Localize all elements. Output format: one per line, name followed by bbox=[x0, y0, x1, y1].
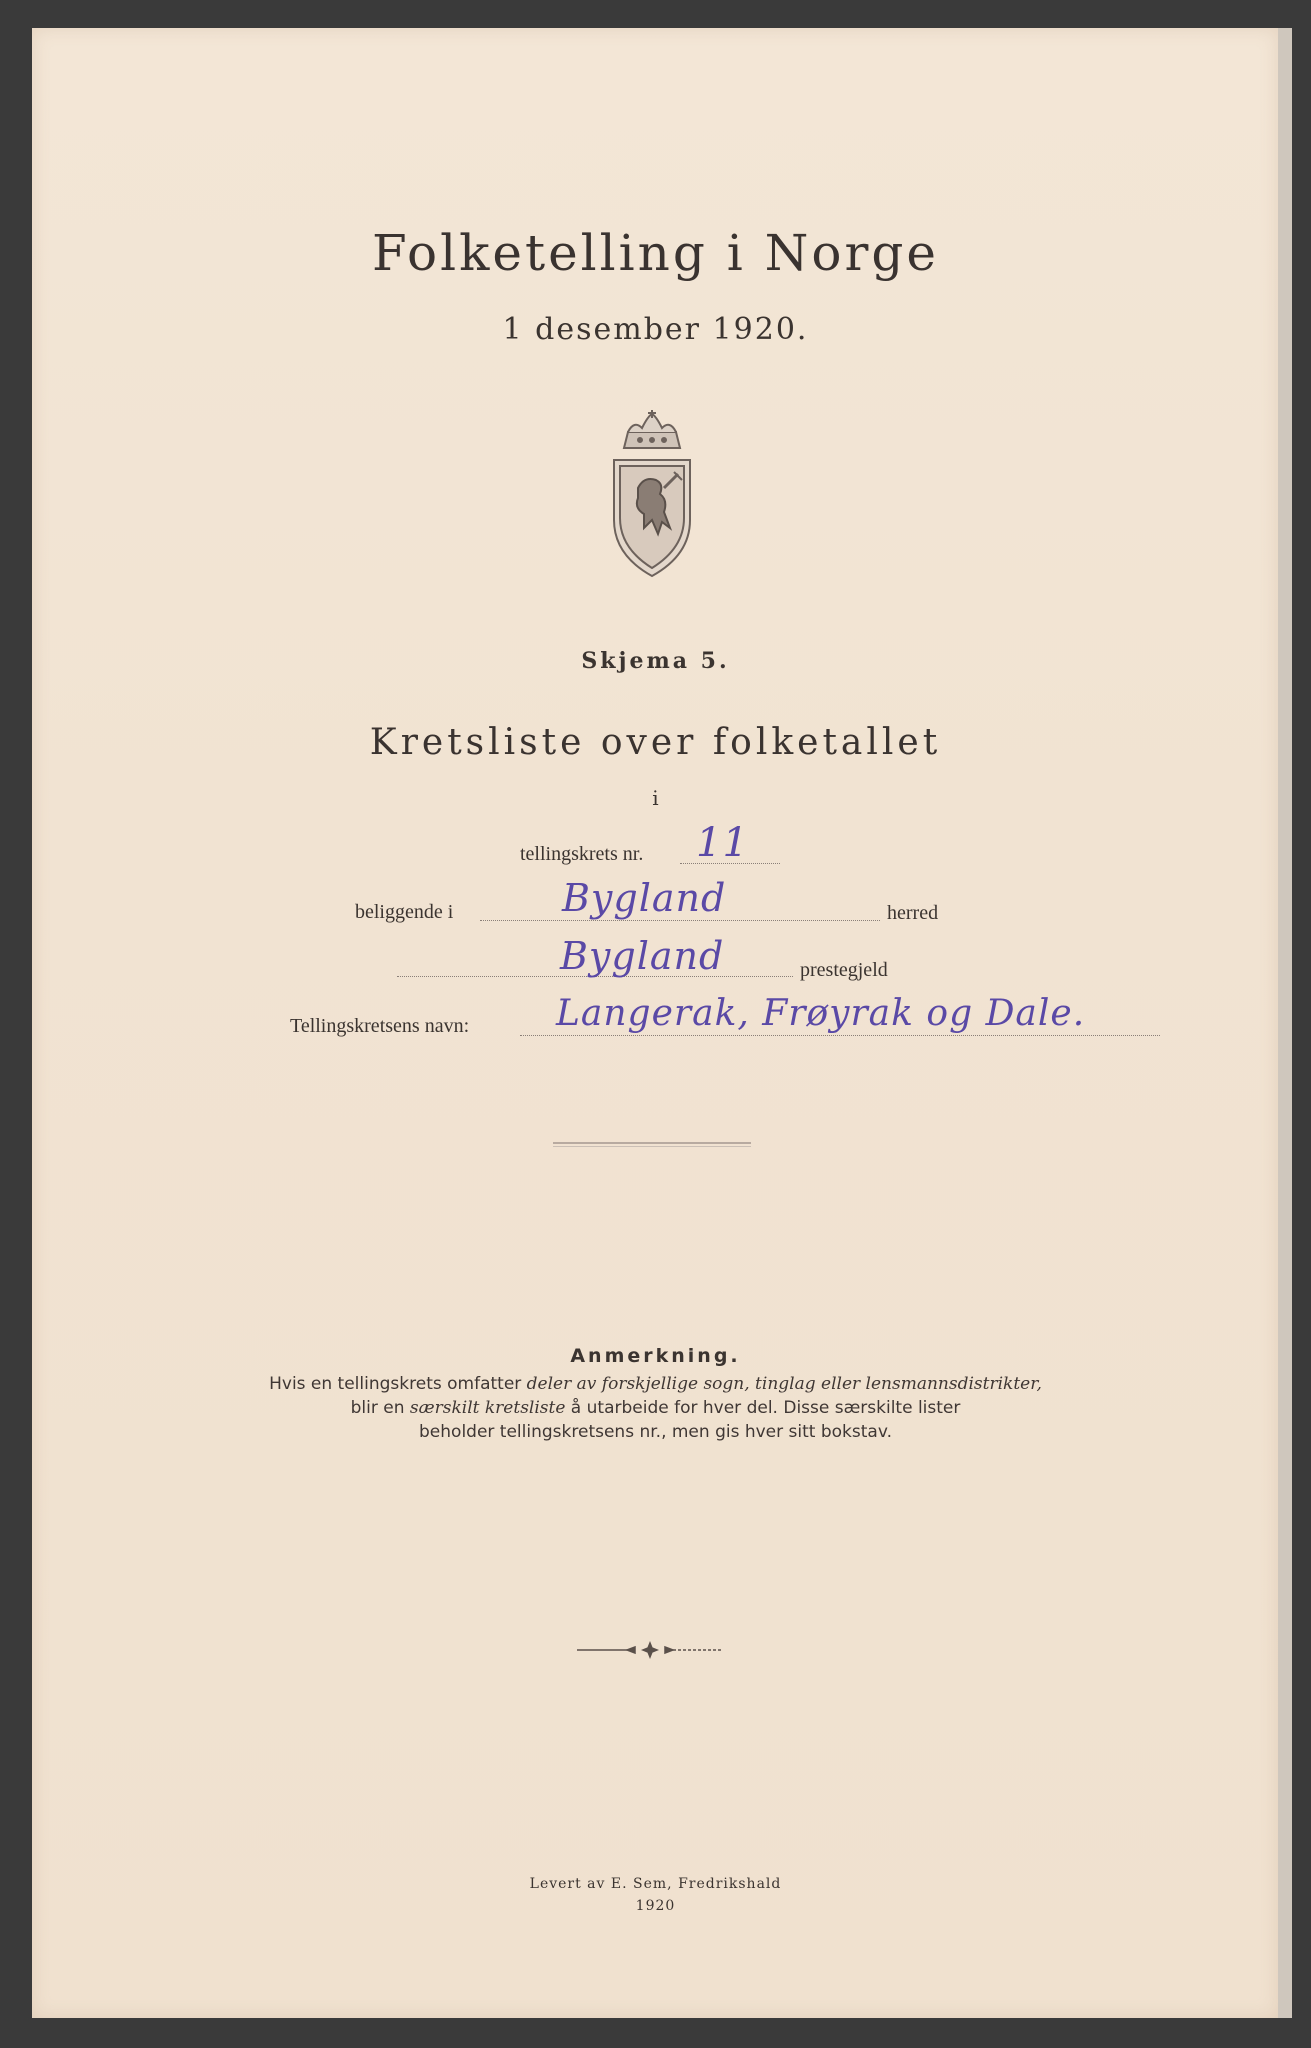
note-line-2-plain-b: å utarbeide for hver del. Disse særskilte lister bbox=[565, 1398, 961, 1418]
krets-label: tellingskrets nr. bbox=[520, 843, 644, 865]
navn-dotline bbox=[520, 1035, 1160, 1036]
divider-line bbox=[553, 1142, 751, 1144]
norwegian-coat-of-arms-icon bbox=[604, 410, 700, 580]
printer-credit: Levert av E. Sem, Fredrikshald bbox=[529, 1876, 782, 1892]
note-line-3: beholder tellingskretsens nr., men gis hver sitt bokstav. bbox=[419, 1422, 892, 1442]
divider-line-secondary bbox=[553, 1146, 751, 1147]
prestegjeld-value: Bygland bbox=[560, 934, 725, 978]
note-line-2-plain-a: blir en bbox=[350, 1398, 410, 1418]
navn-label: Tellingskretsens navn: bbox=[290, 1015, 470, 1037]
connector-text: i bbox=[652, 786, 659, 810]
herred-label: herred bbox=[887, 902, 939, 924]
document-heading: Kretsliste over folketallet bbox=[369, 722, 942, 763]
note-line-2-italic: særskilt kretsliste bbox=[409, 1398, 566, 1418]
krets-value: 11 bbox=[696, 820, 749, 866]
schema-number: Skjema 5. bbox=[581, 648, 730, 674]
belig-label: beliggende i bbox=[355, 901, 454, 923]
navn-value: Langerak, Frøyrak og Dale. bbox=[556, 993, 1086, 1034]
document-title: Folketelling i Norge bbox=[372, 224, 939, 282]
note-line-1-plain: Hvis en tellingskrets omfatter bbox=[269, 1374, 527, 1394]
herred-dotline bbox=[480, 920, 880, 921]
print-year: 1920 bbox=[635, 1898, 676, 1914]
ornament-divider-icon bbox=[575, 1640, 725, 1660]
note-line-1 bbox=[200, 1372, 1111, 1396]
herred-value: Bygland bbox=[562, 876, 727, 920]
note-text bbox=[200, 1372, 1111, 1444]
document-date: 1 desember 1920. bbox=[502, 312, 809, 347]
note-title: Anmerkning. bbox=[570, 1345, 741, 1367]
note-line-1-italic: deler av forskjellige sogn, tinglag eller lensmannsdistrikter, bbox=[526, 1374, 1042, 1394]
prestegjeld-label: prestegjeld bbox=[800, 959, 888, 981]
note-line-2 bbox=[200, 1396, 1111, 1420]
